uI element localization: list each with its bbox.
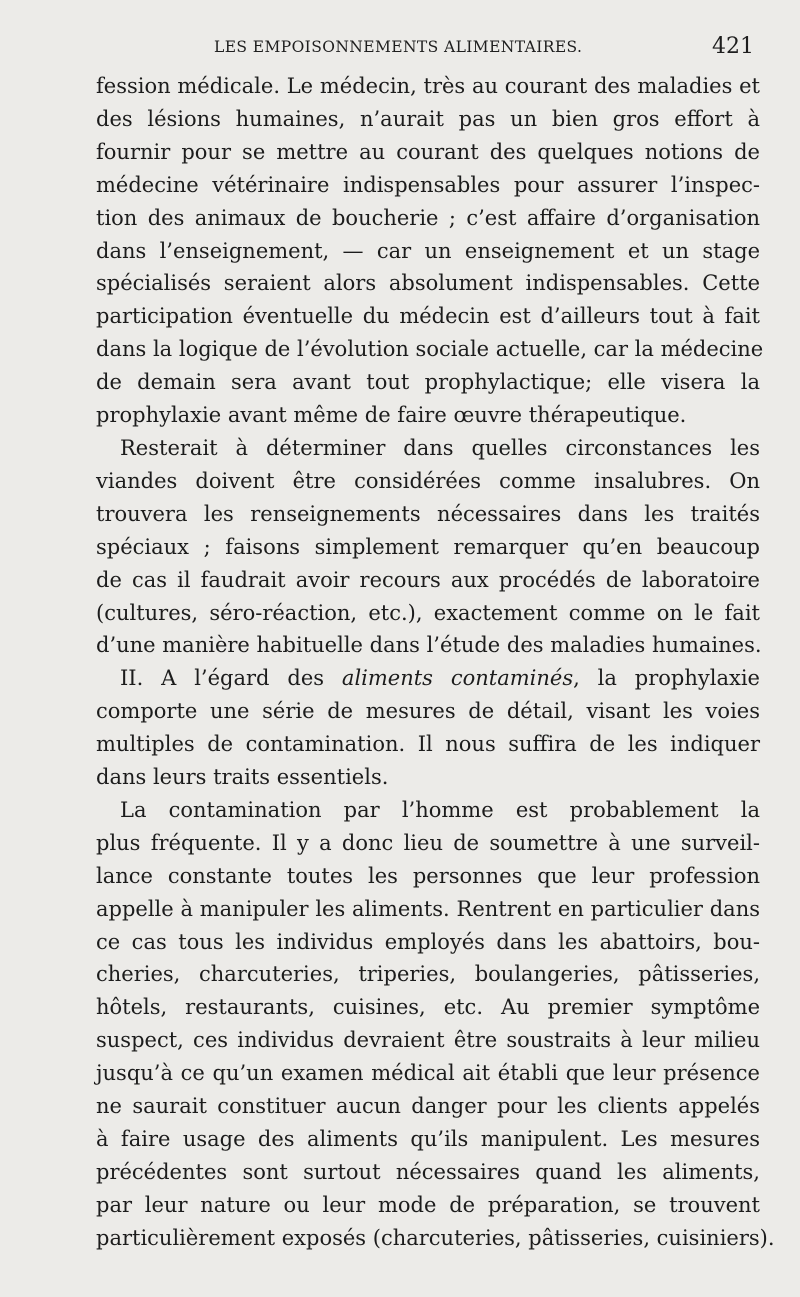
text-line: ne saurait constituer aucun danger pour les clients appelés — [96, 1094, 760, 1119]
page-number: 421 — [712, 34, 754, 59]
text-line: spécialisés seraient alors absolument indispensables. Cette — [96, 271, 760, 296]
text-line: participation éventuelle du médecin est d’ailleurs tout à fait — [96, 304, 760, 329]
text-line: fession médicale. Le médecin, très au courant des maladies et — [96, 74, 760, 98]
text-line: de cas il faudrait avoir recours aux procédés de laboratoire — [96, 567, 760, 592]
paragraph-first-line: La contamination par l’homme est probablement la — [120, 797, 760, 822]
text-line: des lésions humaines, n’aurait pas un bien gros effort à — [96, 106, 760, 131]
text-line: comporte une série de mesures de détail, visant les voies — [96, 699, 760, 724]
text-line: (cultures, séro-réaction, etc.), exactement comme on le fait — [96, 600, 760, 625]
body-text — [96, 70, 775, 1255]
text-line: plus fréquente. Il y a donc lieu de soumettre à une surveil- — [96, 830, 760, 855]
text-line: précédentes sont surtout nécessaires quand les aliments, — [96, 1159, 760, 1184]
text-line: multiples de contamination. Il nous suffira de les indiquer — [96, 732, 760, 757]
text-line: suspect, ces individus devraient être soustraits à leur milieu — [96, 1028, 760, 1053]
italic-term: aliments contaminés — [341, 666, 574, 691]
text-line: ce cas tous les individus employés dans les abattoirs, bou- — [96, 929, 760, 954]
text-line: hôtels, restaurants, cuisines, etc. Au premier symptôme — [96, 995, 760, 1020]
paragraph-first-line — [96, 662, 760, 695]
text-line: de demain sera avant tout prophylactique; elle visera la — [96, 370, 760, 395]
text-line: cheries, charcuteries, triperies, boulangeries, pâtisseries, — [96, 962, 760, 987]
text-line: lance constante toutes les personnes que leur profession — [96, 863, 760, 888]
text-line: fournir pour se mettre au courant des quelques notions de — [96, 139, 760, 164]
paragraph-last-line: dans leurs traits essentiels. — [96, 765, 389, 790]
text-line: par leur nature ou leur mode de préparation, se trouvent — [96, 1192, 760, 1217]
page-header — [96, 34, 766, 62]
text-line: appelle à manipuler les aliments. Rentrent en particulier dans — [96, 896, 760, 921]
text-line: médecine vétérinaire indispensables pour assurer l’inspec- — [96, 172, 760, 197]
text-line: spéciaux ; faisons simplement remarquer qu’en beaucoup — [96, 534, 760, 559]
text-line: viandes doivent être considérées comme insalubres. On — [96, 468, 760, 493]
running-title: LES EMPOISONNEMENTS ALIMENTAIRES. — [214, 38, 583, 56]
paragraph-last-line: prophylaxie avant même de faire œuvre thérapeutique. — [96, 403, 687, 428]
text-line: trouvera les renseignements nécessaires dans les traités — [96, 501, 760, 526]
text-line: jusqu’à ce qu’un examen médical ait établi que leur présence — [96, 1061, 760, 1086]
text-line: tion des animaux de boucherie ; c’est affaire d’organisation — [96, 205, 760, 230]
text-line: dans l’enseignement, — car un enseignement et un stage — [96, 238, 760, 263]
text-line: dans la logique de l’évolution sociale actuelle, car la médecine — [96, 337, 764, 362]
text-line: particulièrement exposés (charcuteries, pâtisseries, cuisiniers). — [96, 1225, 775, 1250]
text-line: à faire usage des aliments qu’ils manipulent. Les mesures — [96, 1127, 760, 1151]
paragraph-first-line: Resterait à déterminer dans quelles circonstances les — [120, 435, 760, 460]
text-segment: , la prophylaxie — [573, 666, 760, 691]
text-segment: II. A l’égard des — [120, 666, 342, 691]
paragraph-last-line: d’une manière habituelle dans l’étude des maladies humaines. — [96, 633, 762, 658]
